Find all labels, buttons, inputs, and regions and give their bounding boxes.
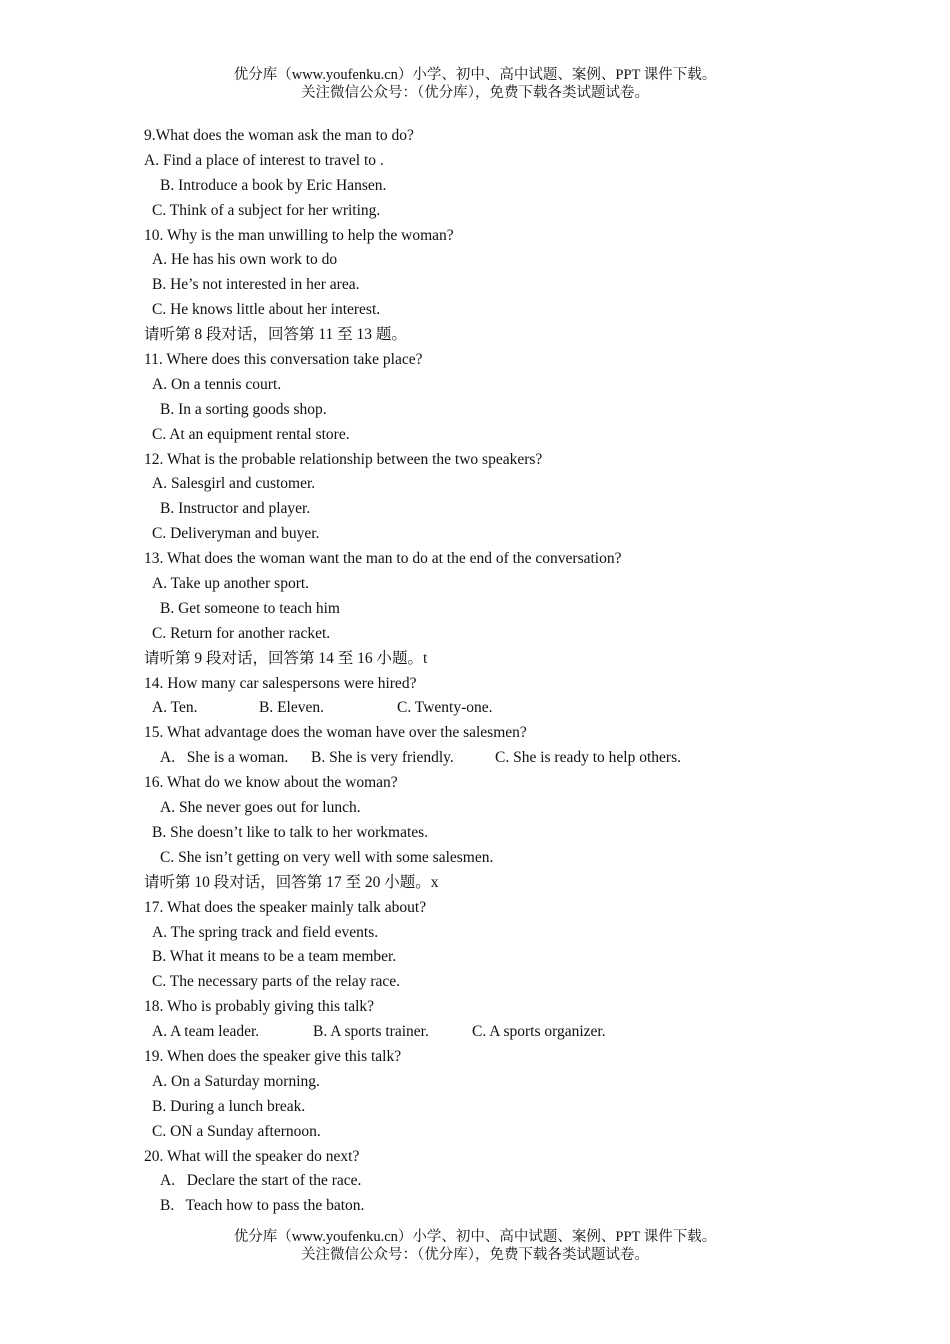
question-12: 12. What is the probable relationship between the two speakers? (144, 450, 543, 468)
question-14-option-a: A. Ten. (152, 699, 198, 717)
footer-line-1: 优分库（www.youfenku.cn）小学、初中、高中试题、案例、PPT 课件下载。 (233, 1229, 717, 1245)
question-16: 16. What do we know about the woman? (144, 774, 398, 792)
question-15: 15. What advantage does the woman have over the salesmen? (144, 724, 527, 742)
question-18: 18. Who is probably giving this talk? (144, 998, 375, 1016)
question-17-option-a: A. The spring track and field events. (152, 923, 379, 941)
question-14-option-c: C. Twenty-one. (397, 699, 493, 717)
question-15-option-c: C. She is ready to help others. (495, 749, 681, 767)
header-line-1: 优分库（www.youfenku.cn）小学、初中、高中试题、案例、PPT 课件下载。 (233, 67, 717, 83)
question-10: 10. Why is the man unwilling to help the woman? (144, 226, 454, 244)
question-13-option-b: B. Get someone to teach him (160, 599, 340, 617)
question-16-option-a: A. She never goes out for lunch. (160, 799, 361, 817)
question-20-option-a: A. Declare the start of the race. (160, 1172, 362, 1190)
question-9-option-c: C. Think of a subject for her writing. (152, 201, 381, 219)
question-18-option-a: A. A team leader. (152, 1023, 260, 1041)
page-header (0, 66, 950, 102)
section-9-instruction: 请听第 9 段对话，回答第 14 至 16 小题。t (144, 649, 428, 667)
question-15-options (144, 746, 844, 771)
question-19: 19. When does the speaker give this talk? (144, 1047, 402, 1065)
question-15-option-a: A. She is a woman. (160, 749, 289, 767)
section-10-instruction: 请听第 10 段对话，回答第 17 至 20 小题。x (144, 873, 439, 891)
question-19-option-c: C. ON a Sunday afternoon. (152, 1122, 321, 1140)
question-10-option-c: C. He knows little about her interest. (152, 301, 381, 319)
question-17: 17. What does the speaker mainly talk about? (144, 898, 427, 916)
question-19-option-a: A. On a Saturday morning. (152, 1072, 320, 1090)
question-9: 9.What does the woman ask the man to do? (144, 127, 414, 144)
exam-content (144, 124, 844, 1219)
question-14-option-b: B. Eleven. (259, 699, 324, 717)
question-14: 14. How many car salespersons were hired? (144, 674, 417, 692)
section-8-instruction: 请听第 8 段对话，回答第 11 至 13 题。 (144, 326, 407, 344)
question-20-option-b: B. Teach how to pass the baton. (160, 1197, 365, 1215)
question-11-option-a: A. On a tennis court. (152, 375, 282, 393)
question-15-option-b: B. She is very friendly. (311, 749, 454, 767)
question-19-option-b: B. During a lunch break. (152, 1097, 306, 1115)
question-16-option-c: C. She isn’t getting on very well with some salesmen. (160, 848, 494, 866)
page-footer (0, 1228, 950, 1264)
question-17-option-b: B. What it means to be a team member. (152, 948, 397, 966)
question-18-option-b: B. A sports trainer. (313, 1023, 429, 1041)
question-14-options (144, 696, 844, 721)
question-18-options (144, 1020, 844, 1045)
footer-line-2: 关注微信公众号：（优分库），免费下载各类试题试卷。 (301, 1247, 649, 1263)
question-20: 20. What will the speaker do next? (144, 1147, 360, 1165)
question-10-option-a: A. He has his own work to do (152, 251, 338, 269)
question-10-option-b: B. He’s not interested in her area. (152, 276, 360, 294)
question-11-option-c: C. At an equipment rental store. (152, 425, 350, 443)
question-11: 11. Where does this conversation take place? (144, 351, 423, 369)
question-13-option-a: A. Take up another sport. (152, 575, 310, 593)
question-9-option-b: B. Introduce a book by Eric Hansen. (160, 176, 387, 194)
question-12-option-c: C. Deliveryman and buyer. (152, 525, 320, 543)
question-13: 13. What does the woman want the man to do at the end of the conversation? (144, 550, 622, 568)
question-12-option-a: A. Salesgirl and customer. (152, 475, 316, 493)
question-17-option-c: C. The necessary parts of the relay race. (152, 973, 401, 991)
question-12-option-b: B. Instructor and player. (160, 500, 311, 518)
question-18-option-c: C. A sports organizer. (472, 1023, 606, 1041)
question-11-option-b: B. In a sorting goods shop. (160, 400, 327, 418)
question-9-option-a: A. Find a place of interest to travel to . (144, 151, 384, 169)
header-line-2: 关注微信公众号：（优分库），免费下载各类试题试卷。 (301, 85, 649, 101)
question-16-option-b: B. She doesn’t like to talk to her workmates. (152, 823, 429, 841)
question-13-option-c: C. Return for another racket. (152, 624, 331, 642)
